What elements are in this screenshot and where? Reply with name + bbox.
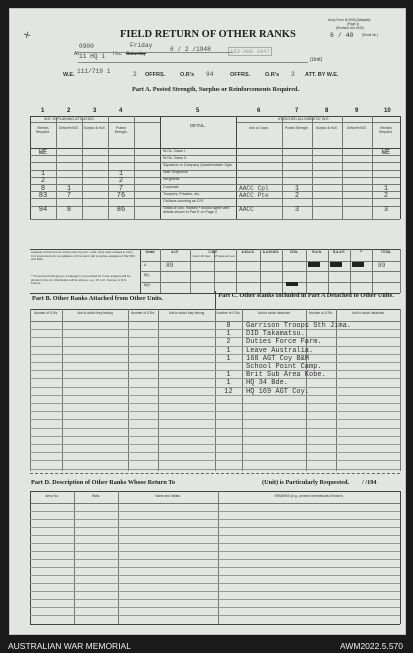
rule (30, 503, 400, 504)
rule (30, 419, 400, 420)
part-a-detail: W.Os. Class I. (163, 148, 186, 153)
rule (140, 271, 400, 272)
rule (30, 444, 400, 445)
rule (30, 411, 400, 412)
col-number: 3 (93, 108, 97, 114)
part-d-head: Army No. (45, 494, 59, 498)
left-col-head: Posted Strength. (114, 126, 128, 134)
form-sheet (9, 8, 406, 635)
att-label: ATT. BY W.E. (305, 72, 339, 78)
part-c-unit: Duties Force Farm. (246, 338, 322, 347)
part-a-cell: 83 (38, 191, 48, 200)
part-c-num: 8 (226, 322, 231, 330)
detail-head: DETAIL. (190, 123, 206, 128)
part-c-num: 1 (226, 346, 231, 355)
part-c-unit: HQ 169 AGT Coy. (246, 387, 310, 396)
part-c-head: Unit to which detached (351, 311, 385, 315)
analysis-head: A.W.A.S. (241, 250, 255, 254)
col-number: 1 (41, 108, 45, 114)
analysis-row-label: B(II) (144, 283, 151, 287)
footer-left: AUSTRALIAN WAR MEMORIAL (8, 641, 131, 651)
part-a-cell: 3 (383, 206, 389, 215)
part-a-detail: Staff Sergeants (163, 170, 188, 175)
rule (30, 527, 400, 528)
rule (242, 309, 243, 471)
cmf-sub-head: Under 18 Years (192, 255, 211, 258)
part-a-cell: 1 (40, 170, 46, 179)
part-b-head: Unit to which they belong (77, 311, 113, 315)
rule (30, 624, 400, 625)
ors2-value: 3 (291, 71, 295, 78)
part-b-head: Number of O.Rs. (131, 311, 155, 315)
col-number: 6 (257, 108, 261, 114)
redacted-cell (286, 282, 298, 286)
col-number: 8 (325, 108, 329, 114)
part-d-head: REMARKS (e.g., present whereabouts if known). (274, 494, 344, 498)
left-col-head: Deficient W.E. (58, 126, 80, 130)
part-a-cell: 1 (294, 184, 300, 193)
rule (30, 473, 400, 474)
part-d-head: Rank. (91, 494, 101, 498)
unit-label: (Unit) (310, 57, 323, 63)
rule (62, 309, 63, 471)
part-a-cell: 2 (383, 191, 389, 200)
rule (30, 535, 400, 536)
right-col-head: Deficient W.E. (346, 126, 368, 130)
part-c-head: Unit to which detached (257, 311, 291, 315)
redacted-cell (330, 262, 342, 267)
rule (30, 599, 400, 600)
part-d-title2: (Unit) is Particularly Requested. (262, 479, 350, 486)
part-a-cell: WE (381, 148, 391, 157)
rule (372, 116, 373, 219)
col-number: 9 (355, 108, 359, 114)
offrs2-label: OFFRS. (230, 72, 251, 78)
analysis-aif: 89 (166, 262, 174, 269)
date-stamp: 183 AUG 1947 (230, 48, 270, 55)
right-col-head: Arm or Corps. (249, 126, 269, 130)
col-number: 5 (196, 108, 200, 114)
part-a-cell: 76 (116, 191, 126, 200)
time-value: 0900 (79, 43, 94, 50)
col-number: 7 (295, 108, 299, 114)
left-col-head: Reinfcts Required. (36, 126, 50, 134)
rule (30, 511, 400, 512)
rule (160, 116, 161, 219)
right-col-head: Reinfcts Required. (379, 126, 393, 134)
hrs-label: Hrs. (113, 51, 123, 57)
rule (56, 116, 57, 219)
part-a-detail: W.Os. Class II. (163, 155, 187, 160)
part-c-num: 1 (226, 354, 231, 363)
part-a-cell: 2 (118, 177, 124, 186)
rule (312, 116, 313, 219)
day-struck: Saturday (126, 51, 147, 57)
rule (30, 607, 400, 608)
rule (30, 551, 400, 552)
part-c-unit: Garrison Troops Sth Jima. (246, 322, 352, 330)
analysis-row-label: A (144, 263, 147, 267)
redacted-cell (352, 262, 364, 267)
form-revised: (Revised Jan 1943) (336, 26, 364, 30)
day-value: Friday (130, 42, 153, 49)
part-a-cell: 1 (383, 184, 389, 193)
rule (400, 491, 401, 624)
rule (30, 460, 400, 461)
rule (82, 116, 83, 219)
cmf-sub-head: 18 Years and over (214, 255, 235, 258)
part-a-detail: Corporals (163, 184, 179, 189)
part-c-unit: DID Takamatsu. (246, 330, 305, 339)
rule (134, 116, 135, 219)
we-explaining-head: W.E. EXPLAINING ATTACHED. (44, 117, 95, 121)
ors2-label: O.R's (265, 72, 280, 78)
part-c-title: Part C. Other Ranks Included in Part A Detached to Other Units. (218, 292, 394, 299)
right-col-head: Surplus to W.E. (316, 126, 338, 130)
part-a-cell: 8 (40, 184, 46, 193)
part-a-detail: Squadron or Company Quartermaster Sgts. (163, 162, 233, 167)
part-a-detail: Civilians counting as O.R. (163, 198, 205, 203)
footer-right: AWM2022.5.570 (340, 641, 403, 651)
part-d-head: Name and Initials. (155, 494, 181, 498)
part-a-cell: 86 (116, 206, 126, 215)
part-c-num: 1 (226, 379, 231, 388)
part-a-cell: WE (38, 148, 48, 157)
rule (30, 615, 400, 616)
analysis-head: A.I.F. (171, 250, 179, 254)
part-c-num: 1 (226, 330, 231, 339)
part-a-cell: 8 (66, 206, 72, 215)
part-c-unit: Leave Australia. (246, 346, 314, 355)
form-page: (Page 1) (347, 22, 360, 26)
part-a-cell: 1 (66, 184, 72, 193)
part-a-detail: Totals of cols. marked * should agree with details shown in Part E on Page 2 (163, 206, 230, 214)
rule (30, 575, 400, 576)
form-ref: Army Form W.3009 (Adapted) (328, 18, 371, 22)
rule (30, 583, 400, 584)
analysis-head: Detail (145, 250, 155, 254)
part-c-unit: School Point Camp. (246, 363, 322, 371)
analysis-head: CIVIL (289, 250, 299, 254)
col-number: 2 (67, 108, 71, 114)
rule (30, 428, 400, 429)
part-a-arm: AACC (239, 206, 254, 214)
rule (30, 122, 160, 123)
unit-value: 11 HQ 1 (79, 53, 105, 60)
redacted-cell (308, 262, 320, 267)
analysis-total: 89 (378, 262, 386, 269)
rule (30, 469, 400, 470)
part-a-arm: AACC Pte (239, 191, 269, 199)
rule (282, 116, 283, 219)
part-a-cell: 2 (294, 191, 300, 200)
we-label: W.E. (63, 72, 75, 78)
offrs-value: 2 (133, 71, 137, 78)
rule (158, 309, 159, 471)
rule (30, 543, 400, 544)
rule (236, 116, 237, 219)
right-col-head: Posted Strength. (285, 126, 309, 130)
rule (30, 116, 31, 219)
rule (400, 249, 401, 293)
attached-allowed-head: ATTACHED ALLOWED BY W.E. (278, 117, 330, 121)
part-d-title: Part D. Description of Other Ranks Whose Return To (31, 479, 176, 486)
serial-value: 6 / 40 (330, 32, 354, 39)
part-c-unit: Brit Sub Area Kobe. (246, 371, 326, 380)
rule (30, 591, 400, 592)
rule (30, 403, 400, 404)
col-number: 4 (119, 108, 123, 114)
analysis-head: A.A.M.W.S. (262, 250, 280, 254)
part-a-cell: 94 (38, 206, 48, 215)
analysis-note-2: ** Personnel belonging to a category not provided for in the analysis will be shown in this col. Particulars will be shown, e.g., W. U.K. Forces, in R.S. Forces. (31, 274, 131, 286)
form-title: FIELD RETURN OF OTHER RANKS (120, 29, 296, 40)
part-b-head: Unit to which they belong (168, 311, 205, 315)
analysis-head: ** (359, 250, 363, 254)
left-col-head: Surplus to W.E. (84, 126, 106, 130)
analysis-head: TOTAL (380, 250, 392, 254)
part-b-title: Part B. Other Ranks Attached from Other Units. (32, 295, 164, 302)
analysis-head: R.A.A.F. (332, 250, 346, 254)
part-c-num: 12 (224, 387, 233, 396)
part-d-date: / /194 (362, 479, 377, 486)
part-c-unit: HQ 34 Bde. (246, 379, 289, 388)
col-number: 10 (384, 108, 391, 114)
analysis-head: R.A.N. (312, 250, 322, 254)
rule (336, 309, 337, 471)
date-value: 6 / 2 /1948 (170, 46, 211, 53)
part-a-cell: 1 (118, 170, 124, 179)
pencil-mark: ✕ (22, 29, 34, 43)
rule (30, 452, 400, 453)
part-a-cell: 3 (294, 206, 300, 215)
serial-label: (Serial No.) (362, 33, 379, 37)
ors-label: O.R's (180, 72, 195, 78)
rule (140, 282, 400, 283)
part-a-arm: AACC Cpl (239, 184, 269, 192)
part-c-num: 2 (226, 338, 231, 347)
part-c-head: Number of O.Rs. (309, 311, 333, 315)
rule (30, 519, 400, 520)
offrs-label: OFFRS. (145, 72, 166, 78)
rule (400, 309, 401, 471)
rule (30, 436, 400, 437)
rule (108, 116, 109, 219)
rule (30, 219, 400, 220)
part-a-cell: 7 (66, 191, 72, 200)
rule (30, 567, 400, 568)
rule (128, 309, 129, 471)
part-a-cell: 7 (118, 184, 124, 193)
rule (236, 122, 400, 123)
part-c-head: Number of O.Rs. (216, 311, 241, 315)
part-a-detail: Sergeants (163, 177, 180, 182)
at-label: At (74, 51, 79, 57)
part-c-num: 1 (226, 371, 231, 380)
we-value: 111/719 1 (77, 68, 111, 75)
analysis-note: Analysis of Part A to be shown here by Arm. units. Only units entitled to carry. 3 of instructions for compilation of this return will complete analysis of Part B(I) and B(II). (31, 250, 135, 262)
rule (30, 559, 400, 560)
rule (30, 309, 31, 471)
rule (30, 491, 400, 492)
analysis-row-label: B(I) (144, 273, 150, 277)
part-c-unit: 168 AGT Coy B&M (246, 354, 310, 363)
analysis-head: C.M.F. (208, 250, 218, 254)
rule (342, 116, 343, 219)
part-a-cell: 2 (40, 177, 46, 186)
ors-value: 94 (206, 71, 214, 78)
part-b-head: Number of O.Rs. (34, 311, 58, 315)
rule (400, 116, 401, 219)
part-a-detail: Troopers, Privates, etc. (163, 191, 201, 196)
part-a-title: Part A. Posted Strength, Surplus or Reinforcements Required. (132, 86, 300, 93)
